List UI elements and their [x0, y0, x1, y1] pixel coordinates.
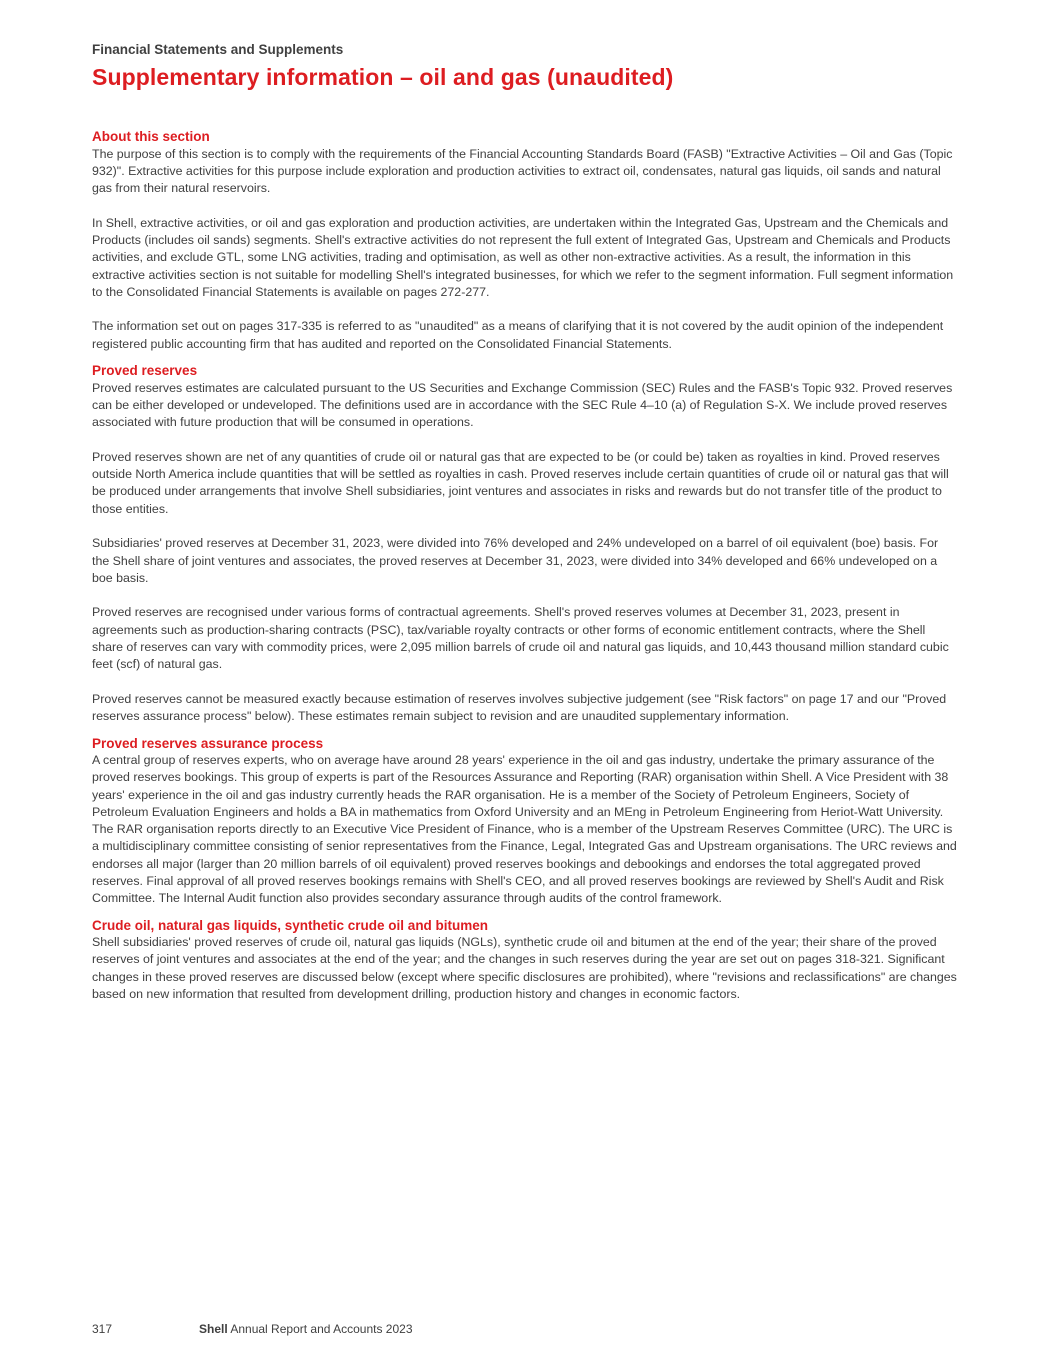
publication-title: Annual Report and Accounts 2023	[230, 1322, 413, 1336]
section-proved-reserves	[92, 362, 958, 725]
paragraph: The information set out on pages 317-335 is referred to as "unaudited" as a means of clarifying that it is not covered by the audit opinion of the independent registered public accounting firm that has audited and reported on the Consolidated Financial Statements.	[92, 319, 944, 351]
section-heading: Proved reserves assurance process	[92, 735, 324, 751]
section-label: Financial Statements and Supplements	[92, 42, 344, 57]
brand-name: Shell	[199, 1322, 228, 1336]
paragraph: A central group of reserves experts, who on average have around 28 years' experience in the oil and gas industry, undertake the primary assurance of the proved reserves bookings. This group of experts is part of the Resources Assurance and Reporting (RAR) organisation within Shell. A Vice President with 38 years' experience in the oil and gas industry currently heads the RAR organisation. He is a member of the Society of Petroleum Engineers, Society of Petroleum Evaluation Engineers and holds a BA in mathematics from Oxford University and an MEng in Petroleum Engineering from Heriot-Watt University. The RAR organisation reports directly to an Executive Vice President of Finance, who is a member of the Upstream Reserves Committee (URC). The URC is a multidisciplinary committee consisting of senior representatives from the Finance, Legal, Integrated Gas and Upstream organisations. The URC reviews and endorses all major (larger than 20 million barrels of oil equivalent) proved reserves bookings and debookings and endorses the total aggregated proved reserves. Final approval of all proved reserves bookings remains with Shell's CEO, and all proved reserves bookings are reviewed by Shell's Audit and Risk Committee. The Internal Audit function also provides secondary assurance through audits of the control framework.	[92, 753, 957, 906]
section-assurance-process	[92, 735, 958, 908]
paragraph: Proved reserves estimates are calculated pursuant to the US Securities and Exchange Commission (SEC) Rules and the FASB's Topic 932. Proved reserves can be either developed or undeveloped. The definitions used are in accordance with the SEC Rule 4–10 (a) of Regulation S-X. We include proved reserves associated with future production that will be consumed in operations.	[92, 380, 953, 430]
paragraph: The purpose of this section is to comply with the requirements of the Financial Accounting Standards Board (FASB) "Extractive Activities – Oil and Gas (Topic 932)". Extractive activities for this purpose include exploration and production activities to extract oil, condensates, natural gas liquids, oil sands and natural gas from their natural reservoirs.	[92, 146, 953, 196]
paragraph: Proved reserves cannot be measured exactly because estimation of reserves involves subjective judgement (see "Risk factors" on page 17 and our "Proved reserves assurance process" below). These estimates remain subject to revision and are unaudited supplementary information.	[92, 691, 947, 724]
section-crude-oil	[92, 917, 958, 1004]
paragraph: Shell subsidiaries' proved reserves of crude oil, natural gas liquids (NGLs), synthetic crude oil and bitumen at the end of the year; their share of the proved reserves of joint ventures and associates at the end of the year; and the changes in such reserves during the year are set out on pages 318-321. Significant changes in these proved reserves are discussed below (except where specific disclosures are prohibited), where "revisions and reclassifications" are changes based on new information that resulted from development drilling, production history and changes in economic factors.	[92, 935, 957, 1002]
document-page	[92, 40, 958, 1012]
section-heading: About this section	[92, 129, 210, 144]
paragraph: In Shell, extractive activities, or oil and gas exploration and production activities, are undertaken within the Integrated Gas, Upstream and the Chemicals and Products (includes oil sands) segments. Shell's extractive activities do not represent the full extent of Integrated Gas, Upstream and Chemicals and Products activities, and exclude GTL, some LNG activities, trading and optimisation, as well as other non-extractive activities. As a result, the information in this extractive activities section is not suitable for modelling Shell's integrated businesses, for which we refer to the segment information. Full segment information to the Consolidated Financial Statements is available on pages 272-277.	[92, 215, 954, 299]
page-footer	[92, 1321, 413, 1337]
paragraph: Subsidiaries' proved reserves at December 31, 2023, were divided into 76% developed and 24% undeveloped on a barrel of oil equivalent (boe) basis. For the Shell share of joint ventures and associates, the proved reserves at December 31, 2023, were divided into 34% developed and 66% undeveloped on a boe basis.	[92, 536, 939, 585]
document-body	[92, 128, 958, 1003]
page-title: Supplementary information – oil and gas (unaudited)	[92, 64, 674, 90]
paragraph: Proved reserves shown are net of any quantities of crude oil or natural gas that are expected to be (or could be) taken as royalties in kind. Proved reserves outside North America include quantities that will be settled as royalties in cash. Proved reserves include certain quantities of crude oil or natural gas that will be produced under arrangements that involve Shell subsidiaries, joint ventures and associates in risks and rewards but do not transfer title of the product to those entities.	[92, 449, 949, 516]
paragraph: Proved reserves are recognised under various forms of contractual agreements. Shell's proved reserves volumes at December 31, 2023, present in agreements such as production-sharing contracts (PSC), tax/variable royalty contracts or other forms of economic entitlement contracts, where the Shell share of reserves can vary with commodity prices, were 2,095 million barrels of crude oil and natural gas liquids, and 10,443 thousand million standard cubic feet (scf) of natural gas.	[92, 605, 949, 672]
section-about	[92, 128, 958, 353]
section-heading: Crude oil, natural gas liquids, synthetic crude oil and bitumen	[92, 917, 489, 933]
section-heading: Proved reserves	[92, 363, 198, 379]
page-number: 317	[92, 1322, 113, 1336]
